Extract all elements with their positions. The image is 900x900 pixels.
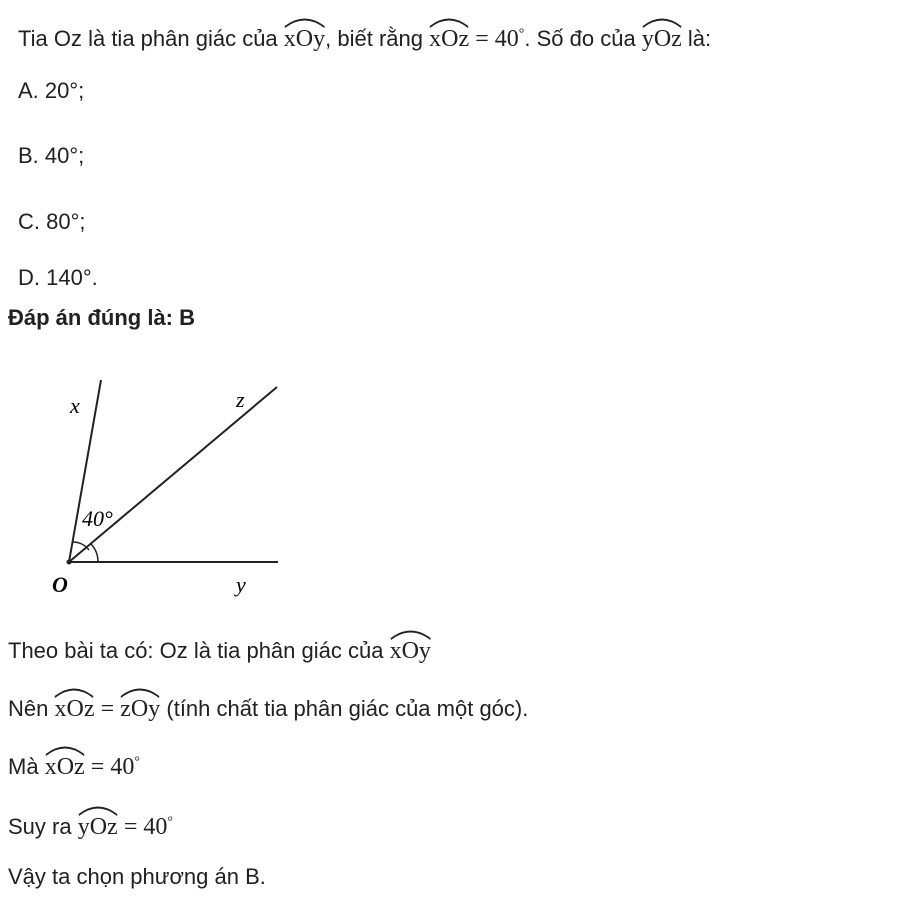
solution-line-1 <box>8 630 431 666</box>
label-y: y <box>236 572 246 597</box>
solution-line-3-prefix: Mà <box>8 754 39 779</box>
solution-line-4-prefix: Suy ra <box>8 814 72 839</box>
answer-text: Đáp án đúng là: B <box>8 305 195 330</box>
question-mid: , biết rằng <box>325 26 423 51</box>
degree-symbol-3: ° <box>134 754 140 770</box>
question-equals: = 40 <box>475 26 519 52</box>
solution-line-2-eq: = <box>100 696 115 722</box>
angle-zOy-solution: zOy <box>120 688 160 724</box>
option-a: A. 20°; <box>18 78 85 103</box>
solution-line-2 <box>8 688 528 724</box>
question-text <box>18 18 711 54</box>
angle-xOz-solution-2: xOz <box>45 746 85 782</box>
label-z: z <box>236 387 245 412</box>
angle-figure <box>40 370 300 600</box>
option-c: C. 80°; <box>18 209 86 234</box>
angle-xOy-solution: xOy <box>390 630 431 666</box>
ray-oz <box>69 387 277 562</box>
label-o: O <box>52 572 68 597</box>
question-after: . Số đo của <box>524 26 636 51</box>
angle-yOz: yOz <box>642 18 682 54</box>
angle-xOz: xOz <box>429 18 469 54</box>
solution-line-5: Vậy ta chọn phương án B. <box>8 864 266 889</box>
solution-line-4 <box>8 806 173 842</box>
option-b: B. 40°; <box>18 143 85 168</box>
option-d: D. 140°. <box>18 265 98 290</box>
solution-line-4-eq: = 40 <box>123 814 168 840</box>
solution-line-3 <box>8 746 140 782</box>
label-angle: 40° <box>82 506 113 531</box>
angle-xOz-solution: xOz <box>54 688 94 724</box>
angle-xOy: xOy <box>284 18 325 54</box>
degree-symbol-4: ° <box>167 814 173 830</box>
angle-arc-outer <box>72 542 89 550</box>
solution-line-2-suffix: (tính chất tia phân giác của một góc). <box>166 696 529 721</box>
question-end: là: <box>687 26 712 51</box>
question-prefix: Tia Oz là tia phân giác của <box>18 26 278 51</box>
degree-symbol: ° <box>518 26 525 42</box>
point-o <box>67 560 72 565</box>
solution-line-2-prefix: Nên <box>8 696 49 721</box>
label-x: x <box>70 393 80 418</box>
angle-yOz-solution: yOz <box>78 806 118 842</box>
solution-line-1-text: Theo bài ta có: Oz là tia phân giác của <box>8 638 384 663</box>
angle-arc-inner <box>91 544 98 562</box>
solution-line-3-eq: = 40 <box>90 754 135 780</box>
